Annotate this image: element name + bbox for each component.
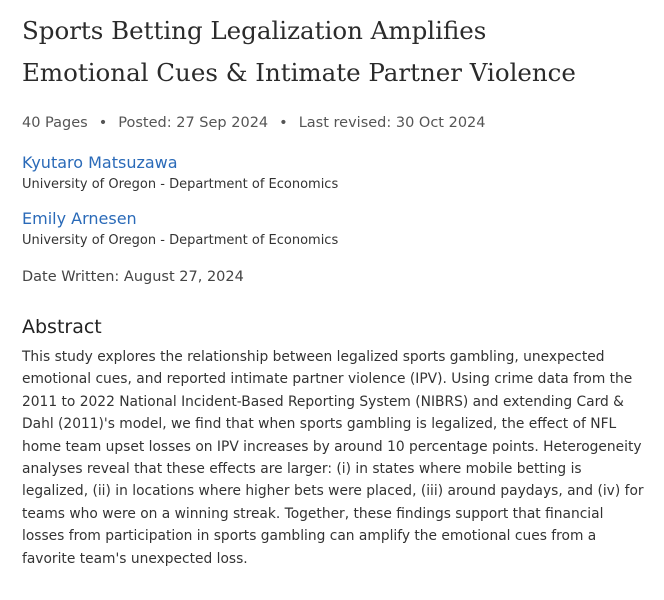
separator-dot: •: [279, 115, 288, 131]
paper-page: [22, 0, 650, 584]
date-written: Date Written: August 27, 2024: [22, 269, 244, 285]
separator-dot: •: [98, 115, 108, 131]
paper-title: [22, 10, 650, 94]
revised-date: Last revised: 30 Oct 2024: [298, 115, 486, 131]
abstract-text: This study explores the relationship between legalized sports gambling, unexpected emotional cues, and reported intimate partner violence (IPV). Using crime data from the 2011 to 2022 National Incident-Based Reporting System (NIBRS) and extending Card & Dahl (2011)'s model, we find that when sports gambling is legalized, the effect of NFL home team upset losses on IPV increases by around 10 percentage points. Heterogeneity analyses reveal that these effects are larger: (i) in states where mobile betting is legalized, (ii) in locations where higher bets were placed, (iii) around paydays, and (iv) for teams who were on a winning streak. Together, these findings support that financial losses from participation in sports gambling can amplify the emotional cues from a favorite team's unexpected loss.: [22, 349, 644, 567]
paper-meta: [22, 112, 650, 134]
author-affiliation: University of Oregon - Department of Economics: [22, 177, 339, 192]
title-line-2: Emotional Cues & Intimate Partner Violence: [22, 58, 576, 87]
title-line-1: Sports Betting Legalization Amplifies: [22, 16, 487, 45]
author-block: [22, 150, 650, 194]
author-affiliation: University of Oregon - Department of Economics: [22, 233, 339, 248]
page-count: 40 Pages: [22, 115, 88, 131]
author-link[interactable]: Emily Arnesen: [22, 209, 137, 228]
abstract-heading: Abstract: [22, 316, 102, 338]
author-link[interactable]: Kyutaro Matsuzawa: [22, 153, 178, 172]
author-block: [22, 206, 650, 250]
posted-date: Posted: 27 Sep 2024: [118, 115, 269, 131]
